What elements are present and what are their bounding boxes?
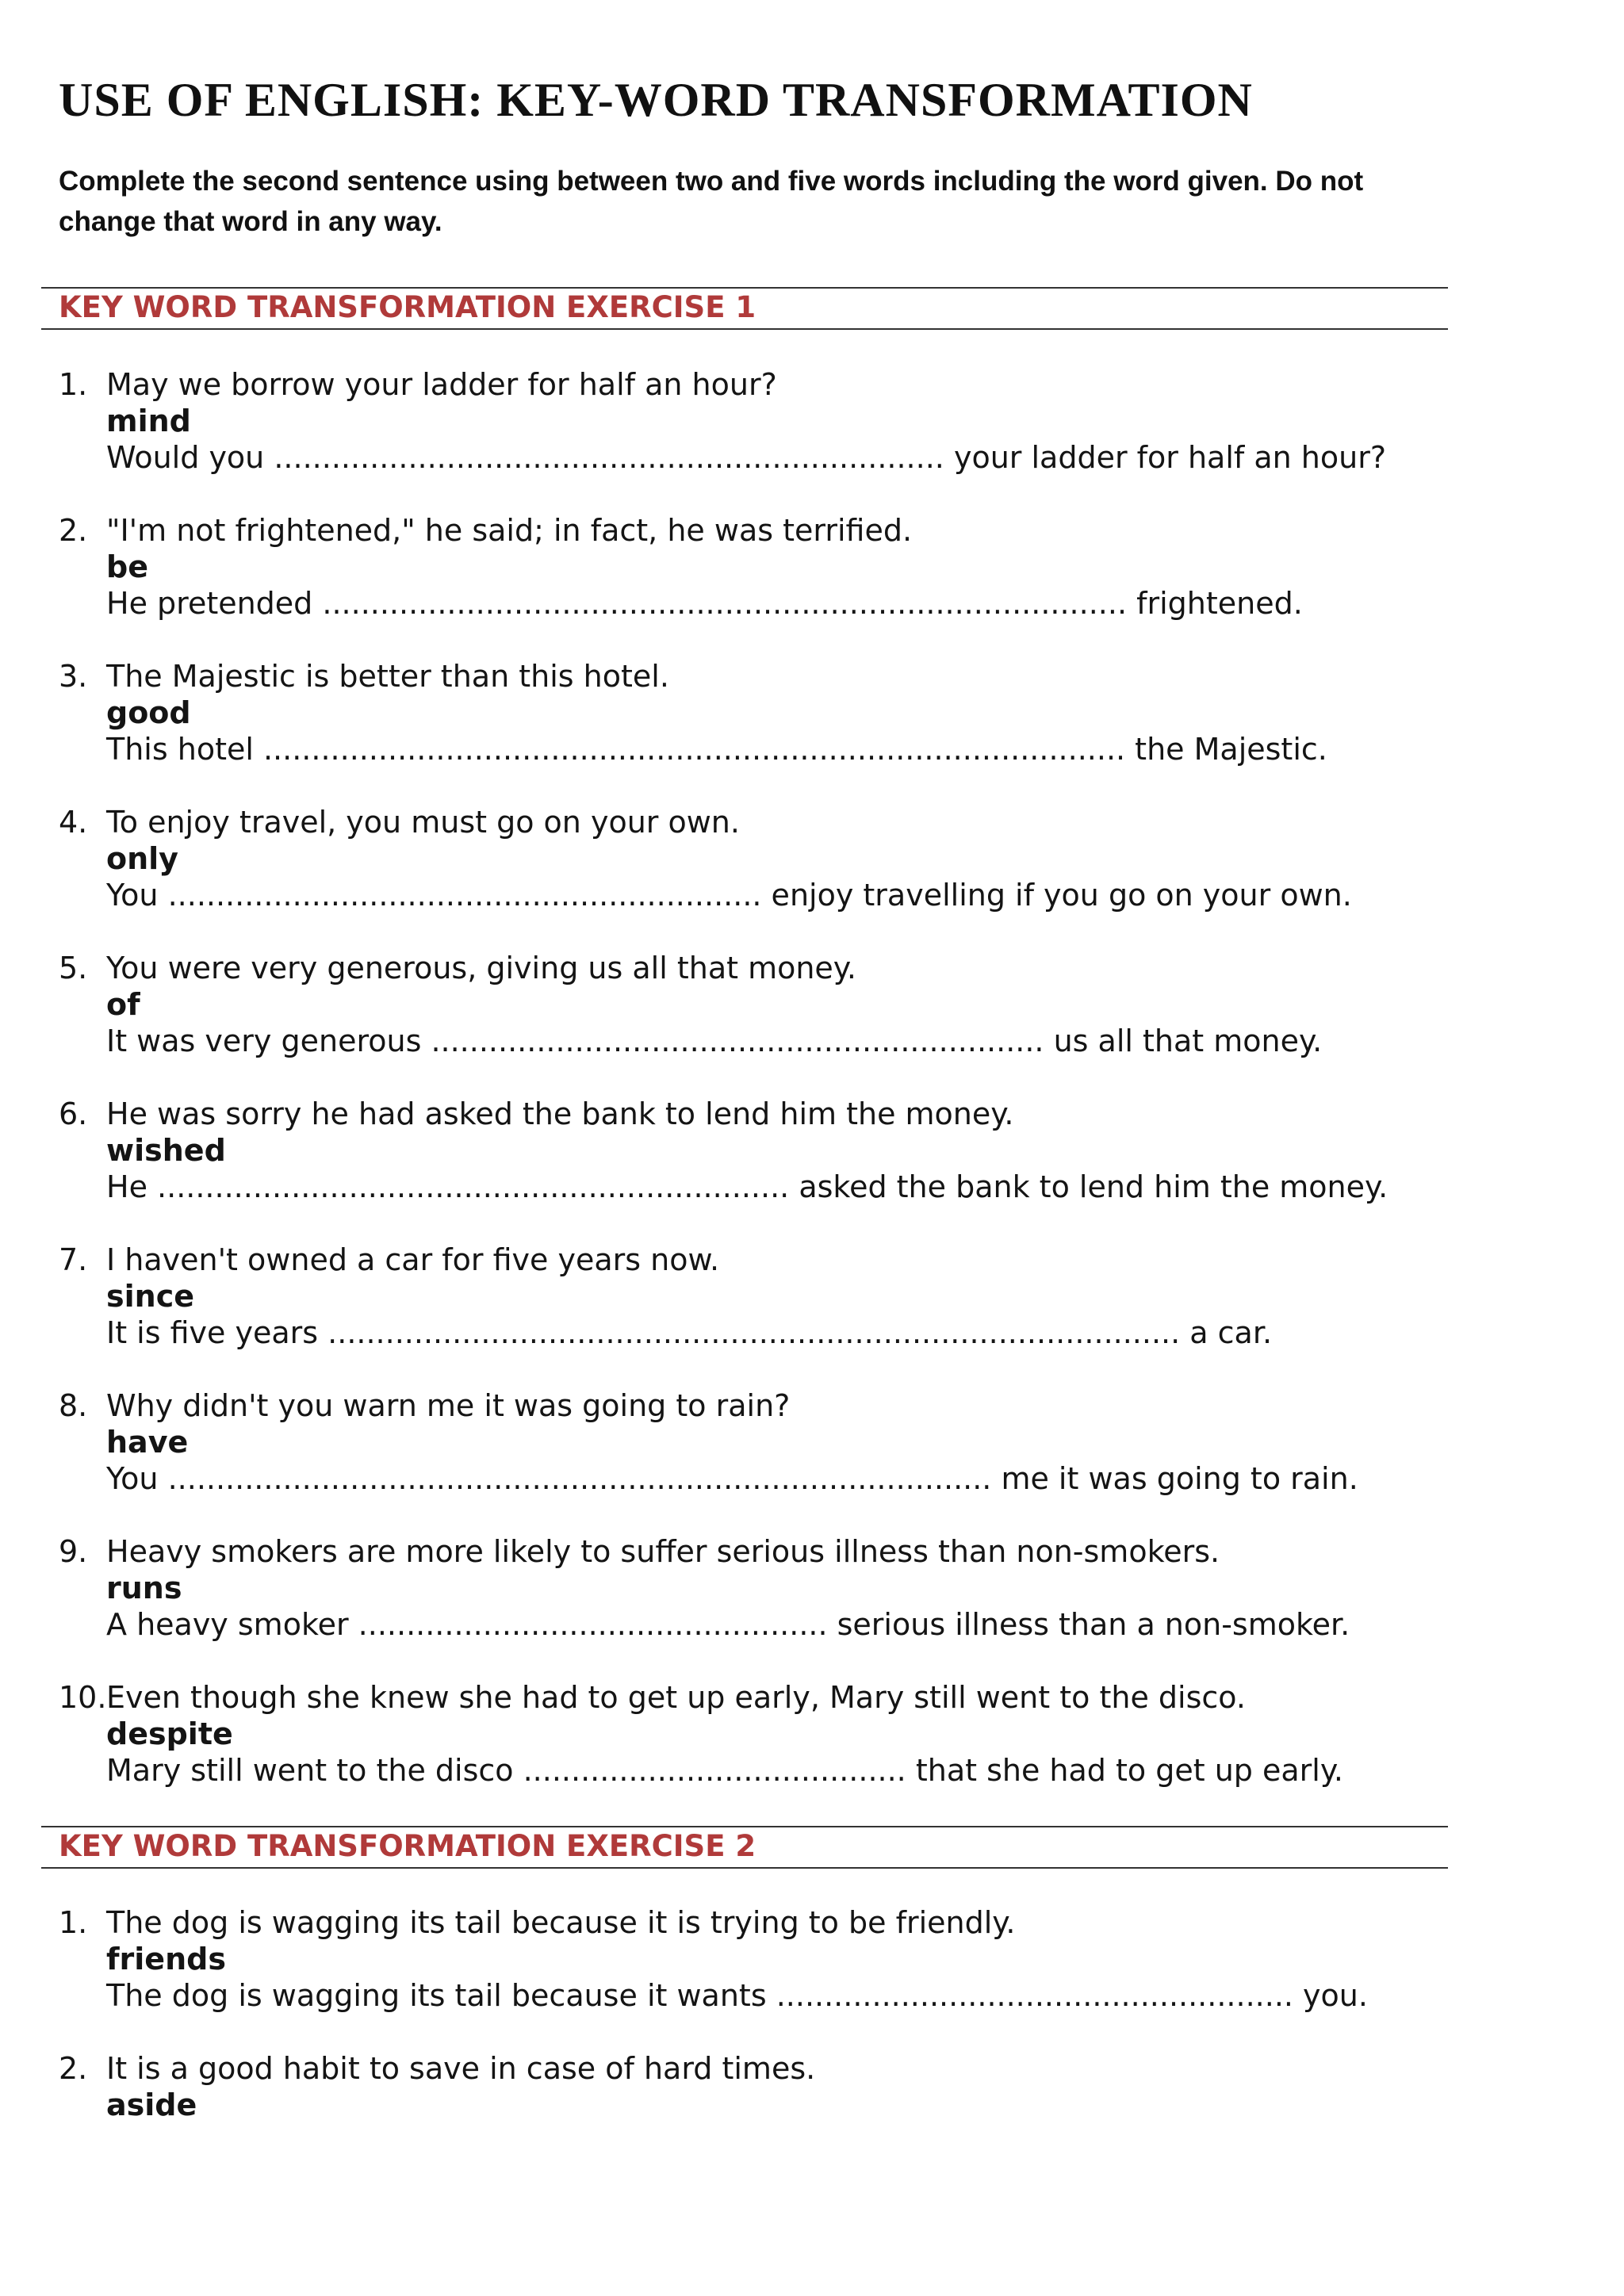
key-word: good bbox=[106, 695, 191, 730]
original-sentence: I haven't owned a car for five years now. bbox=[106, 1242, 720, 1277]
original-sentence: Why didn't you warn me it was going to rain? bbox=[106, 1388, 791, 1423]
key-word: be bbox=[106, 549, 148, 584]
item-number: 2. bbox=[59, 513, 88, 548]
transformation-sentence: He .................................................................. asked the bank to lend him the money. bbox=[106, 1169, 1388, 1204]
item-number: 9. bbox=[59, 1534, 88, 1569]
page-title: USE OF ENGLISH: KEY-WORD TRANSFORMATION bbox=[59, 74, 1253, 126]
exercise-item bbox=[59, 1242, 1454, 1353]
section-heading-exercise-1 bbox=[41, 287, 1448, 330]
instructions: Complete the second sentence using between two and five words including the word given. Do not change that word in any way. bbox=[59, 166, 1364, 237]
exercise-item bbox=[59, 1096, 1454, 1207]
original-sentence: The dog is wagging its tail because it is trying to be friendly. bbox=[106, 1905, 1016, 1940]
transformation-sentence: A heavy smoker ................................................. serious illness than a non-smoker. bbox=[106, 1607, 1350, 1642]
transformation-sentence: The dog is wagging its tail because it wants ...................................................... you. bbox=[106, 1978, 1368, 2013]
transformation-sentence: Would you ...................................................................... your ladder for half an hour? bbox=[106, 440, 1387, 475]
key-word: have bbox=[106, 1425, 189, 1460]
original-sentence: The Majestic is better than this hotel. bbox=[106, 659, 669, 694]
transformation-sentence: It is five years ......................................................................................... a car. bbox=[106, 1315, 1273, 1350]
item-number: 6. bbox=[59, 1096, 88, 1131]
item-number: 10. bbox=[59, 1680, 107, 1715]
original-sentence: You were very generous, giving us all that money. bbox=[106, 951, 856, 985]
key-word: only bbox=[106, 841, 178, 876]
section-heading-label: KEY WORD TRANSFORMATION EXERCISE 1 bbox=[59, 290, 756, 324]
item-number: 4. bbox=[59, 805, 88, 840]
key-word: aside bbox=[106, 2087, 197, 2122]
transformation-sentence: He pretended .................................................................................... frightened. bbox=[106, 586, 1303, 621]
exercise-item bbox=[59, 512, 1454, 623]
item-number: 3. bbox=[59, 659, 88, 694]
original-sentence: To enjoy travel, you must go on your own. bbox=[106, 805, 740, 840]
key-word: runs bbox=[106, 1571, 182, 1605]
item-number: 7. bbox=[59, 1242, 88, 1277]
original-sentence: Heavy smokers are more likely to suffer serious illness than non-smokers. bbox=[106, 1534, 1220, 1569]
exercise-item bbox=[59, 2050, 1454, 2161]
exercise-item bbox=[59, 658, 1454, 769]
key-word: of bbox=[106, 987, 140, 1022]
original-sentence: It is a good habit to save in case of hard times. bbox=[106, 2051, 816, 2086]
exercise-item bbox=[59, 1533, 1454, 1644]
transformation-sentence: This hotel .......................................................................................... the Majestic. bbox=[106, 732, 1327, 767]
exercise-item bbox=[59, 1679, 1454, 1790]
transformation-sentence: It was very generous ................................................................ us all that money. bbox=[106, 1024, 1323, 1058]
key-word: friends bbox=[106, 1942, 226, 1976]
original-sentence: "I'm not frightened," he said; in fact, he was terrified. bbox=[106, 513, 913, 548]
item-number: 2. bbox=[59, 2051, 88, 2086]
original-sentence: May we borrow your ladder for half an hour? bbox=[106, 367, 777, 402]
exercise-item bbox=[59, 1387, 1454, 1498]
key-word: wished bbox=[106, 1133, 226, 1168]
section-heading-exercise-2 bbox=[41, 1826, 1448, 1869]
exercise-item bbox=[59, 950, 1454, 1061]
key-word: mind bbox=[106, 404, 191, 438]
transformation-sentence: Mary still went to the disco ........................................ that she had to get up early. bbox=[106, 1753, 1343, 1788]
item-number: 5. bbox=[59, 951, 88, 985]
item-number: 1. bbox=[59, 1905, 88, 1940]
original-sentence: He was sorry he had asked the bank to lend him the money. bbox=[106, 1096, 1014, 1131]
exercise-item bbox=[59, 1904, 1454, 2015]
original-sentence: Even though she knew she had to get up early, Mary still went to the disco. bbox=[106, 1680, 1246, 1715]
item-number: 1. bbox=[59, 367, 88, 402]
key-word: since bbox=[106, 1279, 194, 1314]
exercise-item bbox=[59, 804, 1454, 915]
transformation-sentence: You .............................................................. enjoy travelling if you go on your own. bbox=[106, 878, 1352, 913]
transformation-sentence: You ...................................................................................... me it was going to rain. bbox=[106, 1461, 1358, 1496]
exercise-item bbox=[59, 366, 1454, 477]
item-number: 8. bbox=[59, 1388, 88, 1423]
section-heading-label: KEY WORD TRANSFORMATION EXERCISE 2 bbox=[59, 1829, 756, 1863]
key-word: despite bbox=[106, 1716, 233, 1751]
